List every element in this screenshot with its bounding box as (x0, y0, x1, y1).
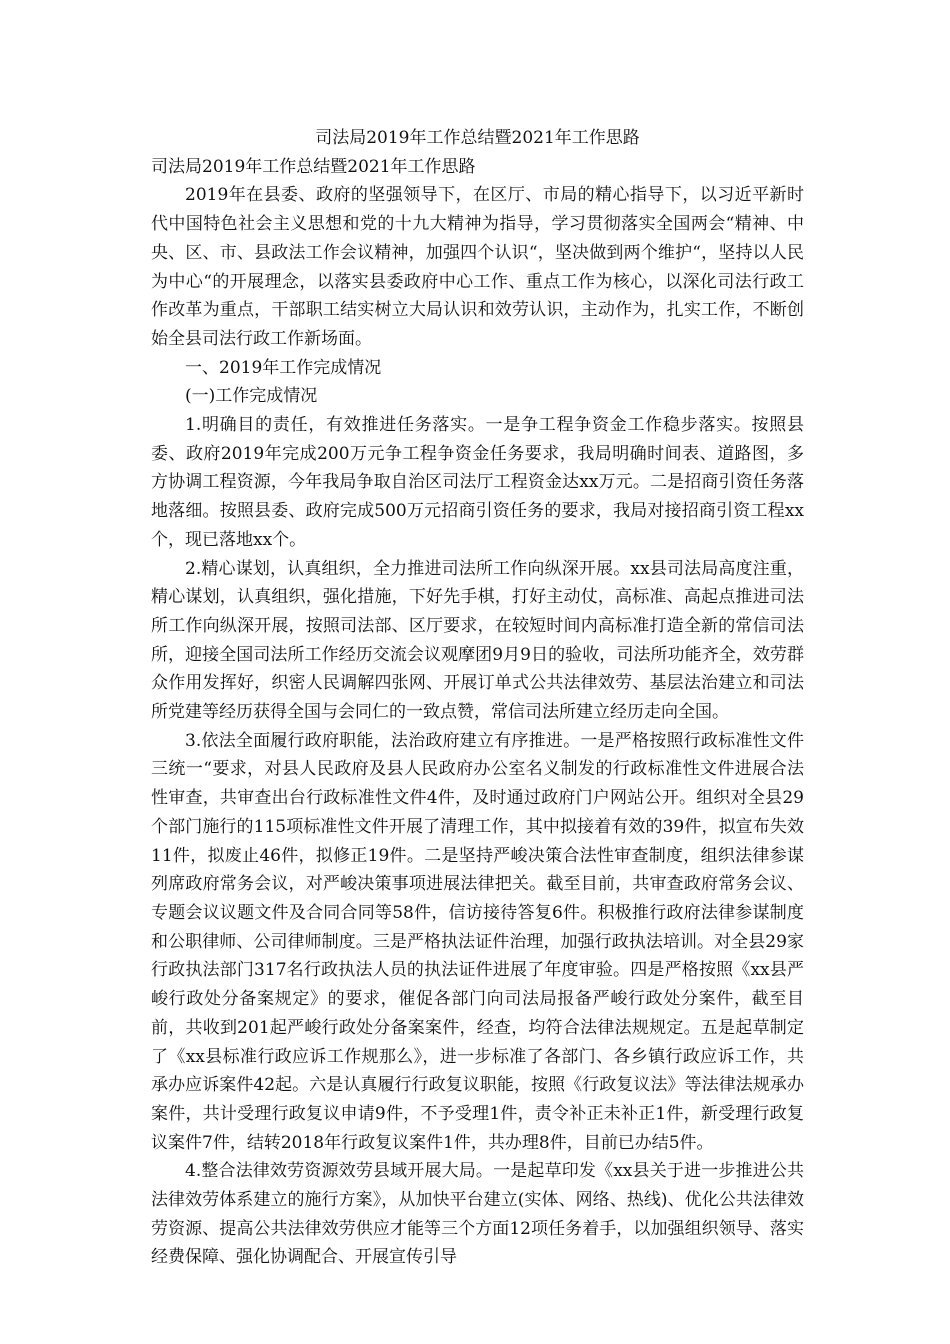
document-subtitle: 司法局2019年工作总结暨2021年工作思路 (151, 156, 476, 177)
document-page (151, 124, 804, 1272)
paragraph-intro: 2019年在县委、政府的坚强领导下，在区厅、市局的精心指导下，以习近平新时代中国特色社会主义思想和党的十九大精神为指导，学习贯彻落实全国两会“精神、中央、区、市、县政法工作会议精神，加强四个认识“，坚决做到两个维护“，坚持以人民为中心“的开展理念，以落实县委政府中心工作、重点工作为核心，以深化司法行政工作改革为重点，干部职工结实树立大局认识和效劳认识，主动作为，扎实工作，不断创始全县司法行政工作新场面。 (151, 185, 804, 349)
paragraph-item-1: 1.明确目的责任，有效推进任务落实。一是争工程争资金工作稳步落实。按照县委、政府2019年完成200万元争工程争资金任务要求，我局明确时间表、道路图，多方协调工程资源，今年我局争取自治区司法厅工程资金达xx万元。二是招商引资任务落地落细。按照县委、政府完成500万元招商引资任务的要求，我局对接招商引资工程xx个，现已落地xx个。 (151, 415, 804, 550)
subsection-heading-1: (一)工作完成情况 (185, 386, 318, 407)
paragraph-item-2: 2.精心谋划，认真组织，全力推进司法所工作向纵深开展。xx县司法局高度注重，精心谋划，认真组织，强化措施，下好先手棋，打好主动仗，高标准、高起点推进司法所工作向纵深开展，按照司法部、区厅要求，在较短时间内高标准打造全新的常信司法所，迎接全国司法所工作经历交流会议观摩团9月9日的验收，司法所功能齐全，效劳群众作用发挥好，织密人民调解四张网、开展订单式公共法律效劳、基层法治建立和司法所党建等经历获得全国与会同仁的一致点赞，常信司法所建立经历走向全国。 (151, 558, 804, 723)
document-title: 司法局2019年工作总结暨2021年工作思路 (315, 128, 640, 148)
paragraph-item-4: 4.整合法律效劳资源效劳县域开展大局。一是起草印发《xx县关于进一步推进公共法律效劳体系建立的施行方案》，从加快平台建立(实体、网络、热线)、优化公共法律效劳资源、提高公共法律效劳供应才能等三个方面12项任务着手，以加强组织领导、落实经费保障、强化协调配合、开展宣传引导 (151, 1161, 804, 1268)
paragraph-item-3: 3.依法全面履行政府职能，法治政府建立有序推进。一是严格按照行政标准性文件三统一“要求，对县人民政府及县人民政府办公室名义制发的行政标准性文件进展合法性审查，共审查出台行政标准性文件4件，及时通过政府门户网站公开。组织对全县29个部门施行的115项标准性文件开展了清理工作，其中拟接着有效的39件，拟宣布失效11件，拟废止46件，拟修正19件。二是坚持严峻决策合法性审查制度，组织法律参谋列席政府常务会议，对严峻决策事项进展法律把关。截至目前，共审查政府常务会议、专题会议议题文件及合同合同等58件，信访接待答复6件。积极推行政府法律参谋制度和公职律师、公司律师制度。三是严格执法证件治理，加强行政执法培训。对全县29家行政执法部门317名行政执法人员的执法证件进展了年度审验。四是严格按照《xx县严峻行政处分备案规定》的要求，催促各部门向司法局报备严峻行政处分案件，截至目前，共收到201起严峻行政处分备案案件，经查，均符合法律法规规定。五是起草制定了《xx县标准行政应诉工作规那么》，进一步标准了各部门、各乡镇行政应诉工作，共承办应诉案件42起。六是认真履行行政复议职能，按照《行政复议法》等法律法规承办案件，共计受理行政复议申请9件，不予受理1件，责令补正未补正1件，新受理行政复议案件7件，结转2018年行政复议案件1件，共办理8件，目前已办结5件。 (151, 730, 804, 1153)
section-heading-1: 一、2019年工作完成情况 (185, 357, 382, 378)
